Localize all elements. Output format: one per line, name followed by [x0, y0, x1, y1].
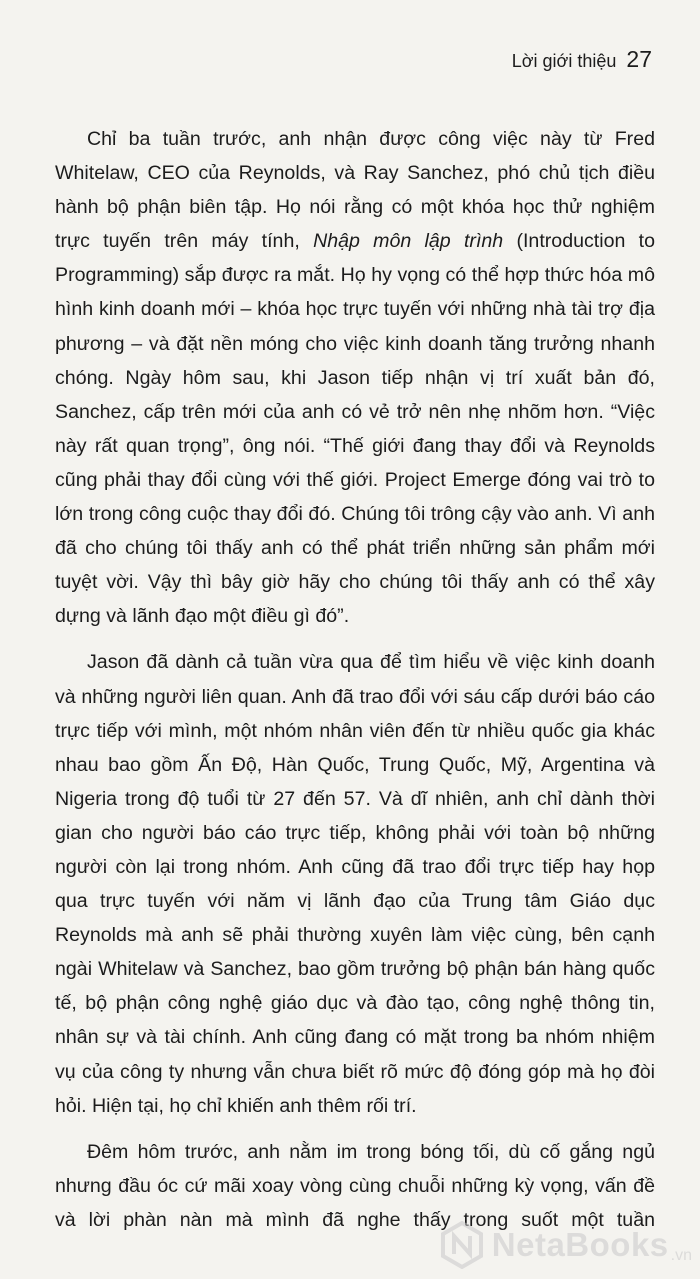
book-title-italic: Nhập môn lập trình [313, 230, 504, 253]
paragraph-text: (Introduction to Programming) sắp được ra mắt. Họ hy vọng có thể hợp thức hóa mô hình kinh doanh mới – khóa học trực tuyến với những nhà tài trợ địa phương – và đặt nền móng cho việc kinh doanh tăng trưởng nhanh chóng. Ngày hôm sau, khi Jason tiếp nhận vị trí xuất bản đó, Sanchez, cấp trên mới của anh có vẻ trở nên nhẹ nhõm hơn. “Việc này rất quan trọng”, ông nói. “Thế giới đang thay đổi và Reynolds cũng phải thay đổi cùng với thế giới. Project Emerge đóng vai trò to lớn trong công cuộc thay đổi đó. Chúng tôi trông cậy vào anh. Vì anh đã cho chúng tôi thấy anh có thể phát triển những sản phẩm mới tuyệt vời. Vậy thì bây giờ hãy cho chúng tôi thấy anh có thể xây dựng và lãnh đạo một điều gì đó”. [55, 230, 655, 628]
watermark-tld: .vn [670, 1247, 692, 1264]
watermark-brand: NetaBooks [491, 1226, 669, 1263]
page-header [512, 46, 652, 73]
netabooks-logo-icon [440, 1221, 484, 1269]
body-text [55, 122, 655, 1249]
paragraph-text: Đêm hôm trước, anh nằm im trong bóng tối, dù cố gắng ngủ nhưng đầu óc cứ mãi xoay vòng cùng chuỗi những kỳ vọng, vấn đề và lời phàn nàn mà mình đã nghe thấy trong suốt một tuần [55, 1140, 655, 1231]
paragraph-text: Chỉ ba tuần trước, anh nhận được công việc này từ Fred Whitelaw, CEO của Reynolds, và Ray Sanchez, phó chủ tịch điều hành bộ phận biên tập. Họ nói rằng có một khóa học thử nghiệm trực tuyến trên máy tính, [55, 128, 655, 253]
paragraph-text: Jason đã dành cả tuần vừa qua để tìm hiểu về việc kinh doanh và những người liên quan. Anh đã trao đổi với sáu cấp dưới báo cáo trực tiếp với mình, một nhóm nhân viên đến từ nhiều quốc gia khác nhau bao gồm Ấn Độ, Hàn Quốc, Trung Quốc, Mỹ, Argentina và Nigeria trong độ tuổi từ 27 đến 57. Và dĩ nhiên, anh chỉ dành thời gian cho người báo cáo trực tiếp, không phải với toàn bộ những người còn lại trong nhóm. Anh cũng đã trao đổi trực tiếp hay họp qua trực tuyến với năm vị lãnh đạo của Trung tâm Giáo dục Reynolds mà anh sẽ phải thường xuyên làm việc cùng, bên cạnh ngài Whitelaw và Sanchez, bao gồm trưởng bộ phận bán hàng quốc tế, bộ phận công nghệ giáo dục và đào tạo, công nghệ thông tin, nhân sự và tài chính. Anh cũng đang có mặt trong ba nhóm nhiệm vụ của công ty nhưng vẫn chưa biết rõ mức độ đóng góp mà họ đòi hỏi. Hiện tại, họ chỉ khiến anh thêm rối trí. [55, 651, 655, 1117]
watermark [440, 1221, 692, 1269]
paragraph [55, 122, 655, 633]
paragraph [55, 645, 655, 1122]
page-number: 27 [626, 46, 652, 72]
chapter-title: Lời giới thiệu [511, 51, 617, 71]
